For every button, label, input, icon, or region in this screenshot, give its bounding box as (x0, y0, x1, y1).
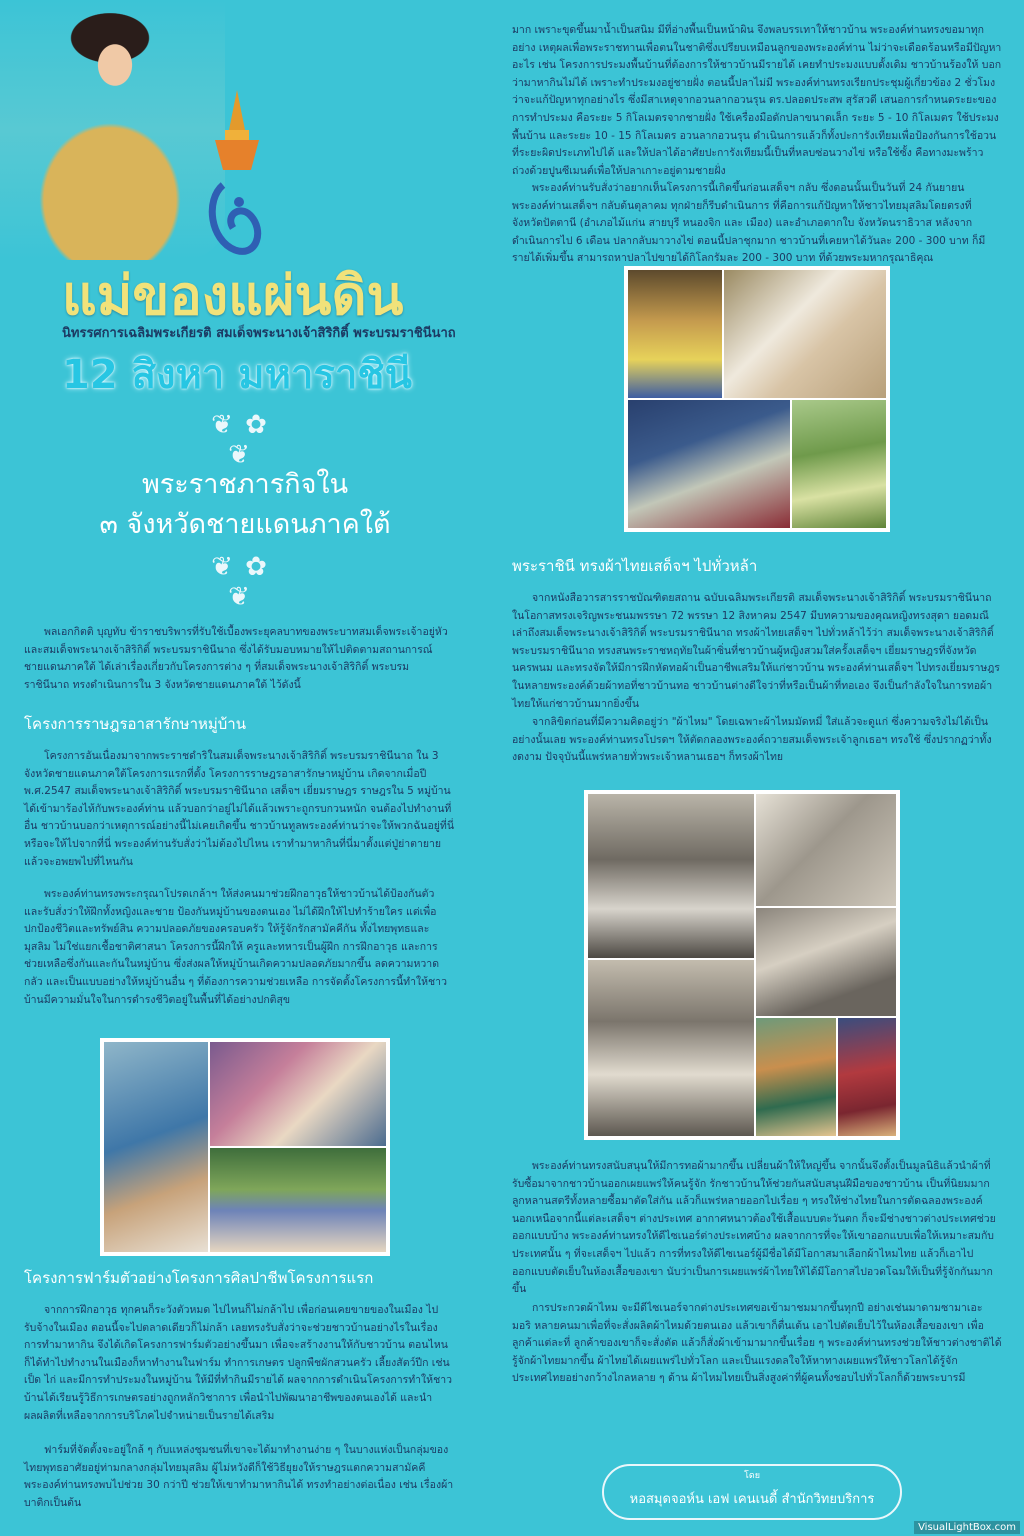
photo-officials-exhibition (628, 400, 790, 528)
topic-title-line2: ๓ จังหวัดชายแดนภาคใต้ (99, 509, 391, 540)
photo-queen-with-umbrella (756, 794, 896, 906)
village-defense-paragraph-2: พระองค์ท่านทรงพระกรุณาโปรดเกล้าฯ ให้ส่งคนมาช่วยฝึกอาวุธให้ชาวบ้านได้ป้องกันตัว และรับสั่งว่าให้ฝึกทั้งหญิงและชาย ป้องกันหมู่บ้านของตนเอง ไม่ได้ฝึกให้ไปทำร้ายใคร แต่เพื่อปกป้องชีวิตและทรัพย์สิน ความปลอดภัยของครอบครัว ให้รู้จักรักสามัคคีกัน ทั้งไทยพุทธและมุสลิม ไม่ใช่แยกเชื้อชาติศาสนา โครงการนี้ฝึกให้ ครูและทหารเป็นผู้ฝึก การฝึกอาวุธ และการช่วยเหลือซึ่งกันและกันในหมู่บ้าน ซึ่งส่งผลให้หมู่บ้านเกิดความปลอดภัยมากขึ้น ลดความหวาดกลัว และเป็นแบบอย่างให้หมู่บ้านอื่น ๆ ที่ต้องการความช่วยเหลือ การจัดตั้งโครงการนี้ทำให้ชาวบ้านมีความมั่นใจในการดำรงชีวิตอยู่ในพื้นที่ได้อย่างปกติสุข (24, 888, 447, 1006)
divider-ornament-bottom: ❦ ✿ ❦ (211, 552, 269, 612)
royal-activities-photo-collage (624, 266, 890, 532)
queen-fashion-photo-collage (584, 790, 900, 1140)
thai-silk-paragraph-1: จากหนังสือวารสารราชบัณฑิตยสถาน ฉบับเฉลิมพระเกียรติ สมเด็จพระนางเจ้าสิริกิติ์ พระบรมราชินีนาถ ในโอกาสทรงเจริญพระชนมพรรษา 72 พรรษา 12 สิงหาคม 2547 มีบทความของคุณหญิงทรงสุดา ยอดมณี เล่าถึงสมเด็จพระนางเจ้าสิริกิติ์ พระบรมราชินีนาถ ทรงผ้าไทยเสด็จฯ ไปทั่วหล้าไว้ว่า สมเด็จพระนางเจ้าสิริกิติ์ พระบรมราชินีนาถ ทรงสนพระราชหฤทัยในผ้าซิ่นที่ชาวบ้านผู้หญิงสวมใส่ครั้งเสด็จฯ เยี่ยมราษฎรที่จังหวัดนครพนม และทรงจัดให้มีการฝึกหัดทอผ้าเป็นอาชีพเสริมให้แก่ชาวบ้าน พระองค์ท่านเสด็จฯ ไปทรงเยี่ยมราษฎรในหลายพระองค์ด้วยผ้าทอที่ชาวบ้านทอ ชาวบ้านต่างดีใจว่าที่หรือเป็นผ้าที่ทอเอง จึงเป็นกำลังใจในการทอผ้าไทยให้แก่ชาวบ้านมากยิ่งขึ้น (512, 592, 1000, 710)
divider-ornament-top: ❦ ✿ ❦ (211, 410, 269, 470)
photo-corn-harvest (792, 400, 886, 528)
photo-queen-red-gown (838, 1018, 896, 1136)
fishery-paragraph-2: พระองค์ท่านรับสั่งว่าอยากเห็นโครงการนี้เกิดขึ้นก่อนเสด็จฯ กลับ ซึ่งตอนนั้นเป็นวันที่ 24 กันยายน พระองค์ท่านเสด็จฯ กลับต้นตุลาคม ทุกฝ่ายก็รีบดำเนินการ ที่คือการแก้ปัญหาให้ชาวไทยมุสลิมโดยตรงที่จังหวัดปัตตานี (อำเภอไม้แก่น สายบุรี หนองจิก และ เมือง) และอำเภอตากใบ จังหวัดนราธิวาส หลังจากดำเนินการไป 6 เดือน ปลากลับมาวางไข่ ตอนนี้ปลาชุกมาก ชาวบ้านที่เคยหาได้วันละ 200 - 300 บาท ก็มีรายได้เพิ่มขึ้น สามารถหาปลาไปขายได้กิโลกรัมละ 200 - 300 บาท ที่ด้วยพระมหากรุณาธิคุณ (512, 182, 986, 265)
exhibition-subtitle: นิทรรศการเฉลิมพระเกียรติ สมเด็จพระนางเจ้าสิริกิติ์ พระบรมราชินีนาถ (62, 326, 456, 341)
thai-silk-paragraph-2: จากลิขิตก่อนที่มีความคิดอยู่ว่า "ผ้าไหม" โดยเฉพาะผ้าไหมมัดหมี่ ใส่แล้วจะดูแก่ ซึ่งความจริงไม่ได้เป็นอย่างนั้นเลย พระองค์ท่านทรงโปรดฯ ให้ตัดกลองพระองค์ถวายสมเด็จพระเจ้าลูกเธอฯ ทรงใช้ ซึ่งปรากฏว่าทั้งงดงาม ปัจจุบันนี้แพร่หลายทั่วพระเจ้าหลานเธอฯ ก็ทรงผ้าไทย (512, 716, 992, 764)
section-heading-village-defense: โครงการราษฎรอาสารักษาหมู่บ้าน (24, 715, 246, 733)
fishery-paragraph-1: มาก เพราะขุดขึ้นมาน้ำเป็นสนิม มีที่อ่างพื้นเป็นหน้าผิน จึงพลบรรเทาให้ชาวบ้าน พระองค์ท่านทรงขอมาทุกอย่าง เหตุผลเพื่อพระราชทานเพื่อตนในชาติซึ่งเปรียบเหมือนลูกของพระองค์ท่าน ไม่ว่าจะเดือดร้อนหรือมีปัญหาอะไร เช่น โครงการประมงพื้นบ้านที่ต้องการให้ชาวบ้านมีรายได้ เคยทำประมงแบบดั้งเดิม ชาวบ้านร้องให้ บอกว่ามาหากินไม่ได้ เพราะทำประมงอยู่ชายฝั่ง ตอนนี้ปลาไม่มี พระองค์ท่านทรงเรียกประชุมผู้เกี่ยวข้อง 2 ชั่วโมงว่าจะแก้ปัญหาทุกอย่างไร ซึ่งมีสาเหตุจากอวนลากอวนรุน ดร.ปลอดประสพ สุรัสวดี เสนอการกำหนดระยะของการทำประมง คือระยะ 5 กิโลเมตรจากชายฝั่ง ใช้เครื่องมือดักปลาขนาดเล็ก ระยะ 5 - 10 กิโลเมตร ใช้ประมงพื้นบ้าน และระยะ 10 - 15 กิโลเมตร อวนลากอวนรุน ดำเนินการแล้วก็ทั้งปะการังเทียมเพื่อป้องกันการใช้อวนที่ระยะผิดประเภทไปได้ และให้ปลาได้อาศัยปะการังเทียมนี้เป็นที่หลบซ่อนวางไข่ หรือใช้ซั้ง คือทางมะพร้าว ถ่วงด้วยปูนซีเมนต์เพื่อให้ปลาเกาะอยู่ตามชายฝั่ง (512, 24, 1002, 177)
thai-silk-paragraph-4: การประกวดผ้าไหม จะมีดีไซเนอร์จากต่างประเทศขอเข้ามาชมมากขึ้นทุกปี อย่างเช่นมาดามซามาเอะ มอริ หลายคนมาเพื่อที่จะสั่งผลิตผ้าไหมด้วยตนเอง แล้วเขาก็ตื่นเต้น เอาไปตัดเย็บไว้ในห้องเสื้อของเขา เพื่อลูกค้าแต่ละที่ ลูกค้าของเขาก็จะสั่งตัด แล้วก็สั่งผ้าเข้ามามากขึ้นเรื่อย ๆ พระองค์ท่านทรงช่วยให้ชาวต่างชาติได้รู้จักผ้าไทยมากขึ้น ผ้าไทยได้เผยแพร่ไปทั่วโลก และเป็นแรงดลใจให้หาทางเผยแพร่ให้ชาวโลกได้รู้จักประเทศไทยอย่างกว้างไกลหลาย ๆ ด้าน ผ้าไหมไทยเป็นสิ่งสูงค่าที่ผู้คนทั้งชอบไปทั่วโลกก็ด้วยพระบารมี (512, 1302, 1002, 1385)
village-defense-paragraph-1: โครงการอันเนื่องมาจากพระราชดำริในสมเด็จพระนางเจ้าสิริกิติ์ พระบรมราชินีนาถ ใน 3 จังหวัดชายแดนภาคใต้โครงการแรกที่ตั้ง โครงการราษฎรอาสารักษาหมู่บ้าน เกิดจากเมื่อปี พ.ศ.2547 สมเด็จพระนางเจ้าสิริกิติ์ พระบรมราชินีนาถ เสด็จฯ เยี่ยมราษฎร ราษฎรใน 5 หมู่บ้านได้เข้ามาร้องไห้กับพระองค์ท่าน แล้วบอกว่าอยู่ไม่ได้แล้วเพราะถูกรบกวนหนัก จนต้องไปทำงานที่อื่น ชาวบ้านบอกว่าเหตุการณ์อย่างนี้ไม่เคยเกิดขึ้น ชาวบ้านทูลพระองค์ท่านว่าจะให้พวกฉันอยู่ที่นี่หรือจะให้ไปจากที่นี่ พระองค์ท่านรับสั่งว่าไม่ต้องไปไหน เราทำมาหากินที่นี่มาตั้งแต่ปู่ย่าตายายแล้วจะอพยพไปที่ไหนกัน (24, 750, 455, 868)
footer-by-label: โดย (744, 1471, 760, 1481)
photo-royal-couple-walking (588, 794, 754, 958)
photo-queen-feeding-animal (724, 270, 886, 398)
village-visit-photo-collage (100, 1038, 390, 1256)
left-column (24, 624, 454, 696)
footer-credit-frame (602, 1464, 902, 1520)
date-title: 12 สิงหา มหาราชินี (62, 352, 412, 398)
main-title: แม่ของแผ่นดิน (62, 264, 404, 327)
photo-crowd-greeting (210, 1042, 386, 1146)
model-farm-paragraph-2: ฟาร์มที่จัดตั้งจะอยู่ใกล้ ๆ กับแหล่งชุมชนที่เขาจะได้มาทำงานง่าย ๆ ในบางแห่งเป็นกลุ่มของไทยพุทธอาศัยอยู่ท่ามกลางกลุ่มไทยมุสลิม ผู้ไม่หวังดีก็ใช้วิธียุยงให้ราษฎรแตกความสามัคคี พระองค์ท่านทรงพบไปช่วย 30 กว่าปี ช่วยให้เขาทำมาหากินได้ ทรงทำอย่างต่อเนื่อง เช่น เรื่องผ้า บาติกเป็นต้น (24, 1444, 454, 1509)
photo-queen-blue-dress (104, 1042, 208, 1252)
watermark-text: VisualLightBox.com (914, 1521, 1020, 1534)
section-heading-thai-silk: พระราชินี ทรงผ้าไทยเสด็จฯ ไปทั่วหล้า (512, 557, 758, 575)
photo-queen-green-headdress (756, 1018, 836, 1136)
queen-portrait-image (0, 0, 225, 260)
thai-silk-paragraph-3: พระองค์ท่านทรงสนับสนุนให้มีการทอผ้ามากขึ้น เปลี่ยนผ้าให้ใหญ่ขึ้น จากนั้นจึงตั้งเป็นมูลนิธิแล้วนำผ้าที่รับซื้อมาจากชาวบ้านออกเผยแพร่ให้คนรู้จัก รักชาวบ้านให้ช่วยกันสนับสนุนฝีมือของชาวบ้าน เป็นที่นิยมมาก ลูกหลานสตรีทั้งหลายซื้อมาตัดใส่กัน แล้วก็แพร่หลายออกไปเรื่อย ๆ ทรงให้ช่างไทยในการตัดฉลองพระองค์ นอกเหนือจากนี้แต่ละเสด็จฯ ต่างประเทศ อากาศหนาวต้องใช้เสื้อแบบตะวันตก ก็จะมีช่างชาวต่างประเทศช่วยออกแบบบ้าง พระองค์ท่านทรงให้ดีไซเนอร์ต่างประเทศบ้าง ผลจากการที่จะให้เขาออกแบบเพื่อให้เหมาะสมกับประเทศนั้น ๆ ที่จะเสด็จฯ ไปแล้ว การที่ทรงให้ดีไซเนอร์ผู้มีชื่อได้มีโอกาสมาเลือกผ้าไหมไทย แล้วก็เอาไปออกแบบตัดเย็บในห้องเสื้อของเขา นับว่าเป็นการเผยแพร่ผ้าไทยให้ได้มีโอกาสไปอวดโฉมให้เป็นที่รู้จักกันมากขึ้น (512, 1160, 996, 1296)
footer-credit-text: หอสมุดจอห์น เอฟ เคนเนดี้ สำนักวิทยบริการ (629, 1492, 875, 1507)
intro-paragraph: พลเอกกิตติ บุญทับ ข้าราชบริพารที่รับใช้เบื้องพระยุคลบาทของพระบาทสมเด็จพระเจ้าอยู่หัว และสมเด็จพระนางเจ้าสิริกิติ์ พระบรมราชินีนาถ ซึ่งได้รับมอบหมายให้ไปติดตามสถานการณ์ชายแดนภาคใต้ ได้เล่าเรื่องเกี่ยวกับโครงการต่าง ๆ ที่สมเด็จพระนางเจ้าสิริกิติ์ พระบรมราชินีนาถ ทรงดำเนินการใน 3 จังหวัดชายแดนภาคใต้ ไว้ดังนี้ (24, 626, 448, 691)
photo-worker-with-net (628, 270, 722, 398)
model-farm-paragraph-1: จากการฝึกอาวุธ ทุกคนก็ระวังตัวหมด ไปไหนก็ไม่กล้าไป เพื่อก่อนเคยขายของในเมือง ไปรับจ้างในเมือง ตอนนี้จะไปตลาดเดียวก็ไม่กล้า เลยทรงรับสั่งว่าจะช่วยชาวบ้านอย่างไรในเรื่องการทำมาหากิน จึงได้เกิดโครงการฟาร์มตัวอย่างขึ้นมา เพื่อจะสร้างงานให้กับชาวบ้าน ตอนไหนก็ได้ทำไปทำงานในเมืองก็หาทำงานในฟาร์ม ทำการเกษตร ปลูกพืชผักสวนครัว เลี้ยงสัตว์ปีก เช่น เป็ด ไก่ และมีการทำประมงในหมู่บ้าน ให้มีที่ทำกินมีรายได้ ผลจากการดำเนินโครงการทำให้ชาวบ้านได้เรียนรู้วิธีการเกษตรอย่างถูกหลักวิชาการ เพื่อนำไปพัฒนาอาชีพของตนเองได้ และนำผลผลิตที่เหลือจากการบริโภคไปจำหน่ายเป็นรายได้เสริม (24, 1304, 453, 1422)
photo-queen-at-ceremony (588, 960, 754, 1136)
photo-royal-procession (756, 908, 896, 1016)
topic-title-line1: พระราชภารกิจใน (141, 469, 349, 500)
section-heading-model-farm: โครงการฟาร์มตัวอย่างโครงการศิลปาชีพโครงการแรก (24, 1269, 374, 1287)
photo-outdoor-gathering (210, 1148, 386, 1252)
